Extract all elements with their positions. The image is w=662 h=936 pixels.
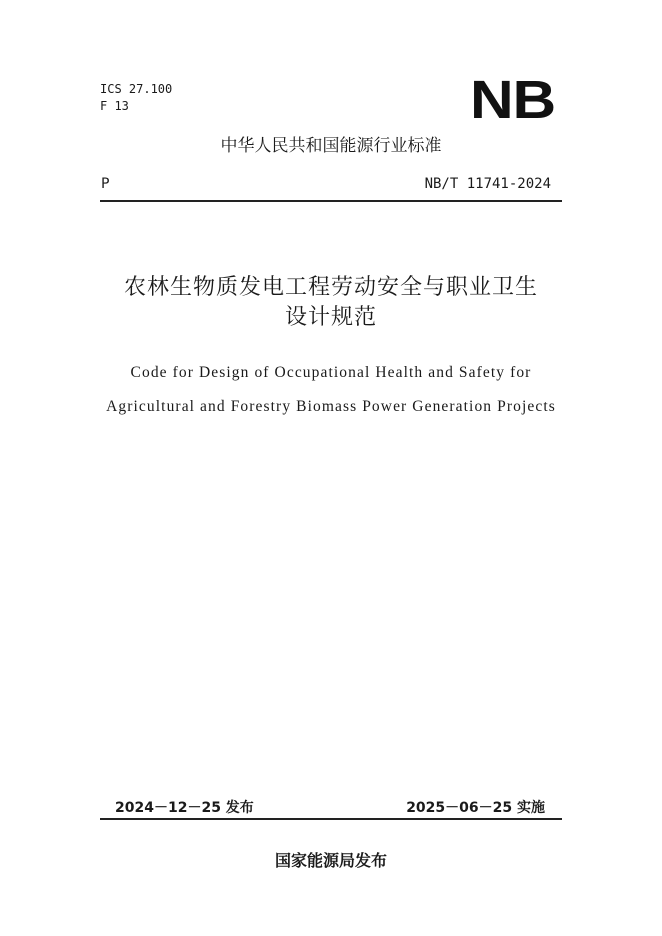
publisher: 国家能源局发布 <box>274 851 387 870</box>
english-title-line-2: Agricultural and Forestry Biomass Power Generation Projects <box>106 398 556 415</box>
issue-date: 2024－12－25 发布 <box>115 800 254 816</box>
bottom-divider <box>100 818 562 820</box>
ics-code: ICS 27.100 <box>100 82 173 96</box>
category-label: P <box>101 176 110 192</box>
english-title <box>0 356 662 424</box>
implementation-date: 2025－06－25 实施 <box>406 800 545 816</box>
chinese-title-line-2: 设计规范 <box>284 305 377 330</box>
classification-codes <box>100 81 172 115</box>
english-title-line-1: Code for Design of Occupational Health and Safety for <box>130 364 532 381</box>
top-divider <box>100 200 562 202</box>
ccs-code: F 13 <box>100 99 129 113</box>
nb-logo: NB <box>470 70 556 130</box>
standard-number: NB/T 11741-2024 <box>424 176 551 192</box>
chinese-title-line-1: 农林生物质发电工程劳动安全与职业卫生 <box>123 275 538 300</box>
chinese-title <box>0 273 662 333</box>
standard-type: 中华人民共和国能源行业标准 <box>220 136 442 156</box>
